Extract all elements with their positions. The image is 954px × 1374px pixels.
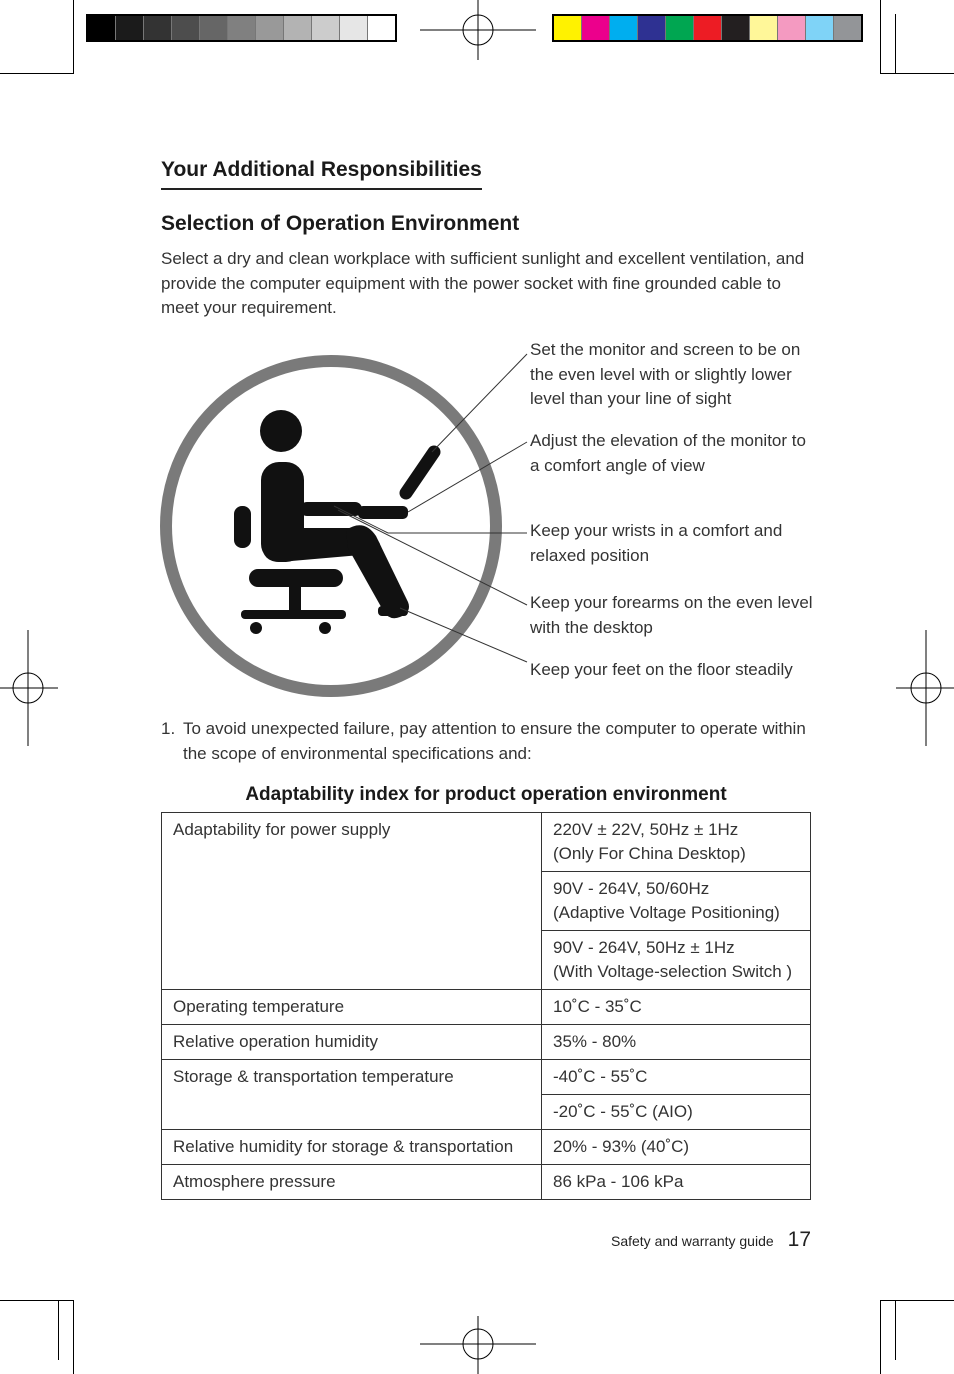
operating-temperature-label: Operating temperature [162,990,542,1025]
process-color-bar [552,14,863,42]
grayscale-color-bar [86,14,397,42]
power-value-line: 220V ± 22V, 50Hz ± 1Hz [553,820,739,839]
storage-temperature-value: -40˚C - 55˚C [542,1060,811,1095]
table-row [162,1025,811,1060]
callout-leader-lines [320,340,535,670]
crop-mark [73,0,74,74]
crop-mark [880,0,881,74]
crop-mark [58,1300,59,1360]
color-swatch [88,16,116,40]
color-swatch [722,16,750,40]
crop-mark [880,73,954,74]
power-value-line: 90V - 264V, 50/60Hz [553,879,710,898]
registration-mark-icon [420,1316,536,1374]
crop-mark [73,1300,74,1374]
crop-mark [895,1300,896,1360]
registration-mark-icon [896,630,954,746]
page-number: 17 [787,1228,811,1251]
storage-temperature-label: Storage & transportation temperature [162,1060,542,1130]
table-row [162,813,811,872]
color-swatch [554,16,582,40]
crop-mark [880,1300,881,1374]
environment-spec-table [161,812,811,1200]
color-swatch [116,16,144,40]
crop-mark [0,73,74,74]
registration-mark-icon [420,0,536,60]
list-item [161,717,811,766]
color-swatch [834,16,861,40]
table-row [162,990,811,1025]
color-swatch [284,16,312,40]
footer-guide-title: Safety and warranty guide [610,1233,774,1249]
storage-humidity-label: Relative humidity for storage & transportation [162,1130,542,1165]
color-swatch [806,16,834,40]
operating-temperature-value: 10˚C - 35˚C [542,990,811,1025]
storage-humidity-value: 20% - 93% (40˚C) [542,1130,811,1165]
crop-mark [895,14,896,74]
atmosphere-pressure-value: 86 kPa - 106 kPa [542,1165,811,1200]
callout-monitor-level: Set the monitor and screen to be on the even level with or slightly lower level than your line of sight [530,340,801,408]
power-value-cell [542,931,811,990]
color-swatch [582,16,610,40]
callout-monitor-elevation: Adjust the elevation of the monitor to a comfort angle of view [530,431,806,475]
operation-humidity-label: Relative operation humidity [162,1025,542,1060]
storage-temperature-value: -20˚C - 55˚C (AIO) [542,1095,811,1130]
color-swatch [778,16,806,40]
power-value-cell [542,872,811,931]
color-swatch [694,16,722,40]
power-value-note: (With Voltage-selection Switch ) [553,962,793,981]
callout-wrists: Keep your wrists in a comfort and relaxed position [530,521,783,565]
color-swatch [368,16,395,40]
operation-humidity-value: 35% - 80% [542,1025,811,1060]
color-swatch [144,16,172,40]
color-swatch [750,16,778,40]
color-swatch [312,16,340,40]
power-supply-label: Adaptability for power supply [162,813,542,990]
color-swatch [172,16,200,40]
subsection-title: Selection of Operation Environment [161,212,520,235]
color-swatch [610,16,638,40]
color-swatch [638,16,666,40]
power-value-cell [542,813,811,872]
table-row [162,1130,811,1165]
color-swatch [666,16,694,40]
atmosphere-pressure-label: Atmosphere pressure [162,1165,542,1200]
list-number: 1. [161,719,176,738]
table-row [162,1165,811,1200]
page-footer [611,1228,811,1252]
list-text: To avoid unexpected failure, pay attention to ensure the computer to operate within the scope of environmental specifications and: [183,719,806,763]
crop-mark [880,1300,954,1301]
callout-forearms: Keep your forearms on the even level with the desktop [530,593,813,637]
power-value-note: (Only For China Desktop) [553,844,746,863]
callout-feet: Keep your feet on the floor steadily [530,660,793,679]
intro-paragraph: Select a dry and clean workplace with sufficient sunlight and excellent ventilation, and provide the computer equipment with the power socket with fine grounded cable to meet your requirement. [161,249,805,317]
table-caption: Adaptability index for product operation environment [245,784,727,805]
table-row [162,1060,811,1095]
registration-mark-icon [0,630,58,746]
power-value-line: 90V - 264V, 50Hz ± 1Hz [553,938,735,957]
color-swatch [256,16,284,40]
color-swatch [228,16,256,40]
color-swatch [340,16,368,40]
section-title: Your Additional Responsibilities [161,158,482,190]
crop-mark [0,1300,74,1301]
color-swatch [200,16,228,40]
power-value-note: (Adaptive Voltage Positioning) [553,903,780,922]
